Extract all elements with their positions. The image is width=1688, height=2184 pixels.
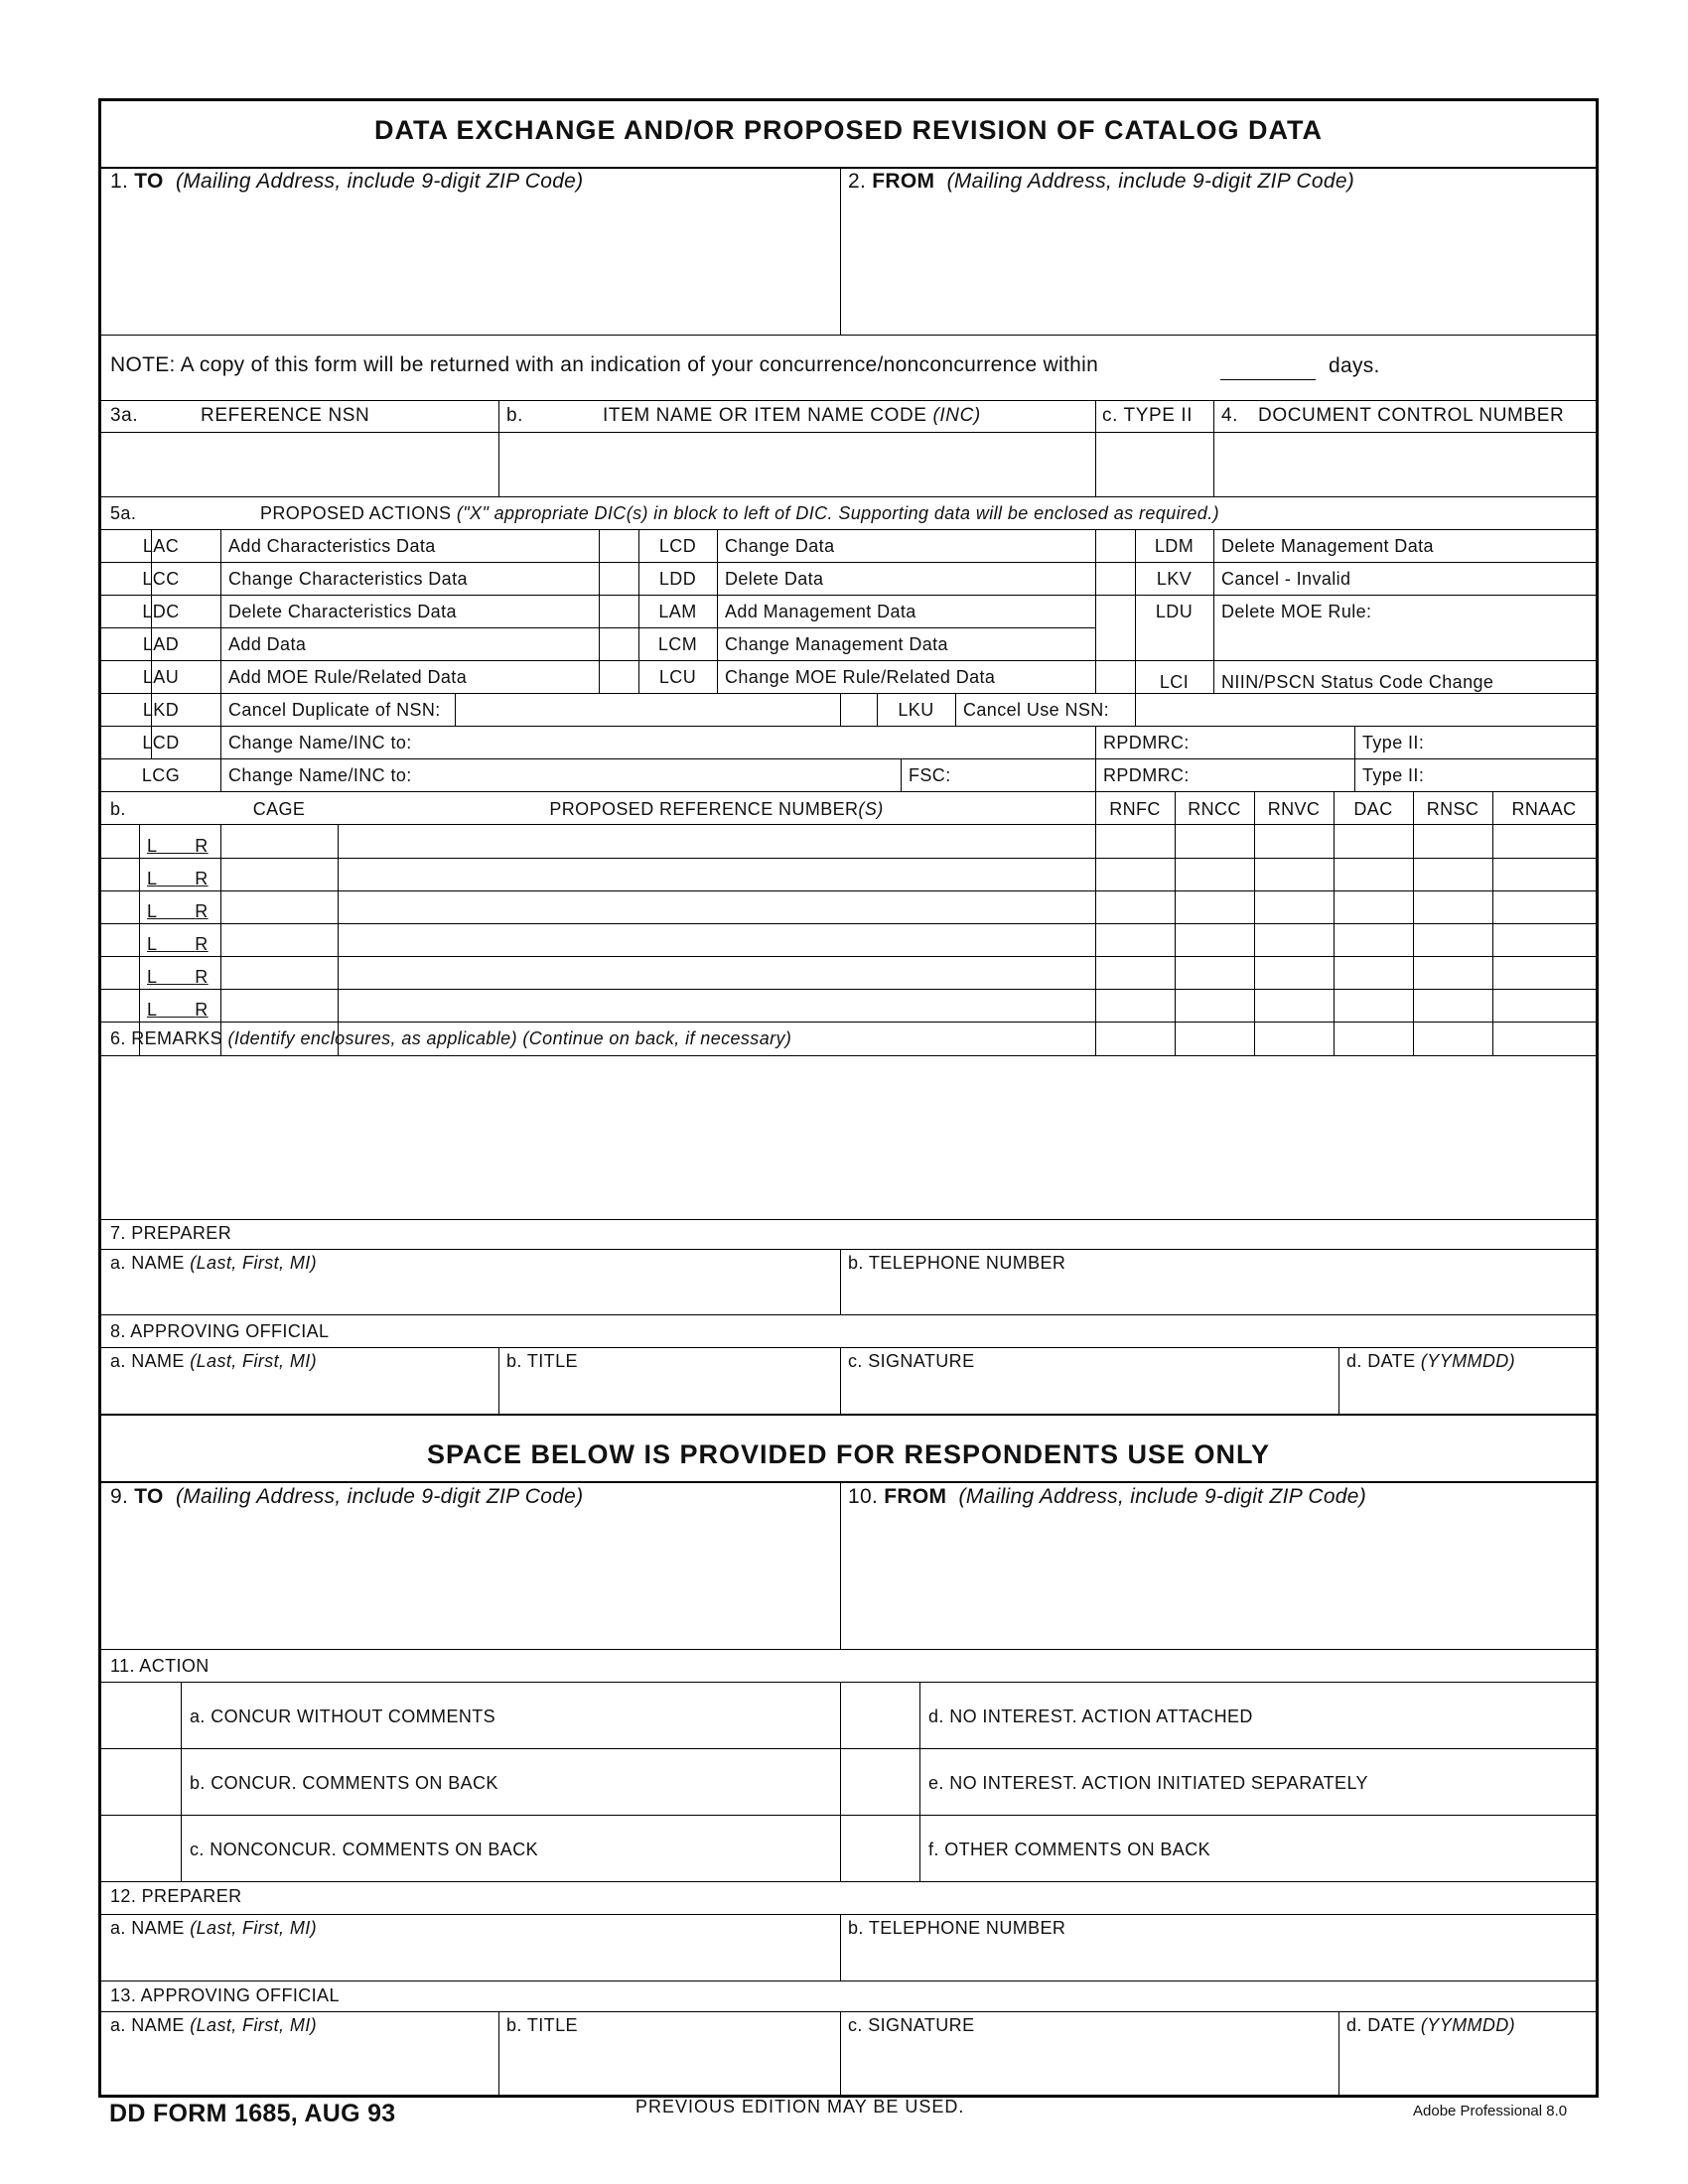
block11-label: 11. ACTION xyxy=(110,1656,210,1676)
dic-code: LDM xyxy=(1154,536,1195,556)
divider xyxy=(101,923,1596,924)
divider xyxy=(101,1914,1596,1915)
block10-label: 10. FROM (Mailing Address, include 9-digit ZIP Code) xyxy=(848,1485,1367,1508)
dic-description: Change MOE Rule/Related Data xyxy=(725,667,996,687)
block13b-label: b. TITLE xyxy=(506,2015,578,2035)
dic-checkbox-ldc[interactable] xyxy=(103,597,149,625)
dic-checkbox-lad[interactable] xyxy=(103,629,149,658)
dic-description: Delete Data xyxy=(725,569,824,589)
col-header: RNFC xyxy=(1109,799,1161,819)
dic-code: LKV xyxy=(1156,569,1193,589)
fsc-label: FSC: xyxy=(909,765,951,785)
divider xyxy=(101,2011,1596,2012)
lr-marker: L R xyxy=(147,967,209,987)
divider xyxy=(101,890,1596,891)
block5a-num: 5a. xyxy=(110,503,137,523)
dic-code: LKD xyxy=(142,700,180,720)
dic-description: Cancel - Invalid xyxy=(1221,569,1351,589)
days-underline xyxy=(1220,379,1316,380)
respondents-title: SPACE BELOW IS PROVIDED FOR RESPONDENTS USE ONLY xyxy=(426,1439,1271,1469)
action-checkbox-a[interactable] xyxy=(104,1684,179,1746)
divider xyxy=(101,562,1596,563)
dic-description: Delete Management Data xyxy=(1221,536,1434,556)
block7-label: 7. PREPARER xyxy=(110,1223,232,1243)
divider xyxy=(1095,401,1096,496)
divider xyxy=(840,1683,841,1881)
edition-note: PREVIOUS EDITION MAY BE USED. xyxy=(635,2097,965,2116)
days-field[interactable] xyxy=(1220,353,1316,379)
col-header: RNVC xyxy=(1267,799,1321,819)
block13a-label: a. NAME (Last, First, MI) xyxy=(110,2015,318,2035)
divider xyxy=(919,1683,920,1881)
dic-code: LKU xyxy=(898,700,934,720)
software-note: Adobe Professional 8.0 xyxy=(1413,2103,1568,2119)
divider xyxy=(840,694,841,726)
block7b-label: b. TELEPHONE NUMBER xyxy=(848,1253,1066,1273)
action-option: f. OTHER COMMENTS ON BACK xyxy=(928,1840,1211,1859)
divider xyxy=(101,791,1596,792)
col-header: RNAAC xyxy=(1511,799,1577,819)
approver-signature-field[interactable] xyxy=(844,1374,1335,1412)
dic-description: Delete MOE Rule: xyxy=(1221,602,1372,621)
divider xyxy=(101,595,1596,596)
block8d-label: d. DATE (YYMMDD) xyxy=(1346,1351,1516,1371)
from-address-field[interactable] xyxy=(844,197,1591,330)
rpdmrc-label: RPDMRC: xyxy=(1103,765,1190,785)
divider xyxy=(101,529,1596,530)
divider xyxy=(1213,530,1214,693)
lr-marker: L R xyxy=(147,836,209,856)
dic-checkbox-ldm[interactable] xyxy=(1097,531,1133,560)
divider xyxy=(101,1748,1596,1749)
lr-marker: L R xyxy=(147,901,209,921)
divider xyxy=(101,1980,1596,1981)
dic-description: Add MOE Rule/Related Data xyxy=(228,667,468,687)
action-option: a. CONCUR WITHOUT COMMENTS xyxy=(190,1706,496,1726)
block1-label: 1. TO (Mailing Address, include 9-digit ZIP Code) xyxy=(110,170,584,193)
divider xyxy=(101,1314,1596,1315)
divider xyxy=(1095,530,1096,693)
rpdmrc-label: RPDMRC: xyxy=(1103,733,1190,752)
cage-header: CAGE xyxy=(252,799,306,819)
block3c-label: c. TYPE II xyxy=(1102,405,1194,426)
preparer-phone-field[interactable] xyxy=(844,1276,1591,1311)
dic-code: LAD xyxy=(142,634,180,654)
dic-checkbox-lau[interactable] xyxy=(103,662,149,691)
use-nsn-field[interactable] xyxy=(1137,695,1594,724)
note-text: NOTE: A copy of this form will be returned with an indication of your concurrence/nonconcurrence within xyxy=(110,353,1099,376)
dic-description: Cancel Duplicate of NSN: xyxy=(228,700,441,720)
dic-description: Change Management Data xyxy=(725,634,948,654)
block3b-num: b. xyxy=(506,405,524,426)
divider xyxy=(1213,401,1214,496)
dic-checkbox-lci[interactable] xyxy=(1097,629,1133,691)
block8b-label: b. TITLE xyxy=(506,1351,578,1371)
block13c-label: c. SIGNATURE xyxy=(848,2015,975,2035)
block12b-label: b. TELEPHONE NUMBER xyxy=(848,1918,1066,1938)
dic-code: LDD xyxy=(658,569,697,589)
divider xyxy=(101,1682,1596,1683)
block5a-label: PROPOSED ACTIONS ("X" appropriate DIC(s) in block to left of DIC. Supporting data will be enclosed as required.) xyxy=(260,503,1219,523)
dic-description: Change Data xyxy=(725,536,835,556)
item-name-field[interactable] xyxy=(502,436,1091,492)
divider xyxy=(101,1881,1596,1882)
to-address-field[interactable] xyxy=(105,197,834,330)
respondent-preparer-phone-field[interactable] xyxy=(844,1941,1591,1979)
divider xyxy=(717,530,718,693)
dic-code: LCG xyxy=(141,765,181,785)
approver-title-field[interactable] xyxy=(502,1374,836,1412)
col-header: RNCC xyxy=(1188,799,1241,819)
block8c-label: c. SIGNATURE xyxy=(848,1351,975,1371)
dic-code: LDC xyxy=(142,602,180,621)
respondent-from-address-field[interactable] xyxy=(844,1513,1591,1644)
divider xyxy=(599,530,600,693)
dic-code: LCI xyxy=(1159,672,1190,692)
respondent-to-address-field[interactable] xyxy=(105,1513,834,1644)
divider xyxy=(101,693,1596,694)
remarks-label: 6. REMARKS (Identify enclosures, as applicable) (Continue on back, if necessary) xyxy=(110,1028,792,1048)
action-checkbox-c[interactable] xyxy=(104,1817,179,1879)
dic-checkbox-lcm[interactable] xyxy=(601,629,636,658)
block9-label: 9. TO (Mailing Address, include 9-digit ZIP Code) xyxy=(110,1485,584,1508)
col-header: RNSC xyxy=(1426,799,1479,819)
divider xyxy=(498,2012,499,2098)
type2-label: Type II: xyxy=(1362,733,1425,752)
action-checkbox-b[interactable] xyxy=(104,1750,179,1813)
divider xyxy=(101,1649,1596,1650)
dic-checkbox-lcu[interactable] xyxy=(601,662,636,691)
col-header: DAC xyxy=(1353,799,1393,819)
dic-checkbox-lku[interactable] xyxy=(842,695,875,724)
dic-checkbox-ldu[interactable] xyxy=(1097,597,1133,625)
divider xyxy=(498,401,499,496)
divider xyxy=(1095,727,1096,791)
note-days: days. xyxy=(1329,354,1380,377)
lr-marker: L R xyxy=(147,869,209,888)
dic-checkbox-ldd[interactable] xyxy=(601,564,636,593)
divider xyxy=(840,168,841,335)
block3a-label: REFERENCE NSN xyxy=(201,405,370,426)
dic-description: Change Name/INC to: xyxy=(228,733,412,752)
divider xyxy=(101,1219,1596,1220)
divider xyxy=(181,1683,182,1881)
block12-label: 12. PREPARER xyxy=(110,1886,242,1906)
dic-description: NIIN/PSCN Status Code Change xyxy=(1221,672,1494,692)
respondent-approver-signature-field[interactable] xyxy=(844,2039,1335,2095)
divider xyxy=(101,824,1596,825)
lr-marker: L R xyxy=(147,934,209,954)
divider xyxy=(220,530,221,791)
divider xyxy=(101,660,1596,661)
lr-marker: L R xyxy=(147,1000,209,1020)
dic-description: Change Characteristics Data xyxy=(228,569,468,589)
block8-label: 8. APPROVING OFFICIAL xyxy=(110,1321,330,1341)
action-checkbox-d[interactable] xyxy=(843,1684,917,1746)
divider xyxy=(101,432,1596,433)
dic-code: LCC xyxy=(142,569,180,589)
document-control-number-field[interactable] xyxy=(1217,436,1591,492)
divider xyxy=(101,400,1596,401)
dic-description: Change Name/INC to: xyxy=(228,765,412,785)
block7a-label: a. NAME (Last, First, MI) xyxy=(110,1253,318,1273)
divider xyxy=(101,335,1596,336)
block2-label: 2. FROM (Mailing Address, include 9-digit ZIP Code) xyxy=(848,170,1355,193)
dic-checkbox-lkv[interactable] xyxy=(1097,564,1133,593)
divider xyxy=(101,1022,1596,1023)
dic-description: Add Data xyxy=(228,634,307,654)
divider xyxy=(498,1348,499,1414)
action-option: b. CONCUR. COMMENTS ON BACK xyxy=(190,1773,498,1793)
dic-code: LAM xyxy=(658,602,697,621)
divider xyxy=(101,496,1596,497)
divider xyxy=(1338,1348,1339,1414)
divider xyxy=(101,1249,1596,1250)
form-title: DATA EXCHANGE AND/OR PROPOSED REVISION OF CATALOG DATA xyxy=(373,115,1324,145)
type2-field[interactable] xyxy=(1099,436,1209,492)
divider xyxy=(101,1347,1596,1348)
respondent-approver-date-field[interactable] xyxy=(1342,2039,1591,2095)
dic-description: Cancel Use NSN: xyxy=(963,700,1110,720)
divider xyxy=(840,1250,841,1314)
action-option: c. NONCONCUR. COMMENTS ON BACK xyxy=(190,1840,539,1859)
action-option: d. NO INTEREST. ACTION ATTACHED xyxy=(928,1706,1253,1726)
divider xyxy=(1338,2012,1339,2098)
respondent-preparer-name-field[interactable] xyxy=(105,1941,836,1979)
action-checkbox-e[interactable] xyxy=(843,1750,917,1813)
divider xyxy=(840,1483,841,1649)
block12a-label: a. NAME (Last, First, MI) xyxy=(110,1918,318,1938)
block4-num: 4. xyxy=(1221,405,1239,426)
reference-nsn-field[interactable] xyxy=(105,436,494,492)
divider xyxy=(101,167,1596,169)
dic-description: Add Management Data xyxy=(725,602,916,621)
block3b-label: ITEM NAME OR ITEM NAME CODE (INC) xyxy=(603,405,981,426)
type2-label: Type II: xyxy=(1362,765,1425,785)
divider xyxy=(1135,694,1136,726)
block8a-label: a. NAME (Last, First, MI) xyxy=(110,1351,318,1371)
dic-code: LDU xyxy=(1155,602,1194,621)
preparer-name-field[interactable] xyxy=(105,1276,836,1311)
dic-code: LCD xyxy=(658,536,697,556)
divider xyxy=(840,2012,841,2098)
divider xyxy=(101,726,1596,727)
action-checkbox-f[interactable] xyxy=(843,1817,917,1879)
dic-code: LCM xyxy=(657,634,698,654)
dic-checkbox-lcc[interactable] xyxy=(103,564,149,593)
block3a-num: 3a. xyxy=(110,405,139,426)
dic-checkbox-lac[interactable] xyxy=(103,531,149,560)
dic-code: LCD xyxy=(142,733,180,752)
respondent-approver-title-field[interactable] xyxy=(502,2039,836,2095)
block4-label: DOCUMENT CONTROL NUMBER xyxy=(1258,405,1565,426)
divider xyxy=(1354,727,1355,791)
divider xyxy=(101,956,1596,957)
dic-code: LAC xyxy=(142,536,180,556)
block5b-num: b. xyxy=(110,799,126,819)
dic-checkbox-lcd[interactable] xyxy=(601,531,636,560)
divider xyxy=(101,1414,1596,1416)
prn-header: PROPOSED REFERENCE NUMBER(S) xyxy=(549,799,884,819)
duplicate-nsn-field[interactable] xyxy=(457,695,838,724)
divider xyxy=(955,694,956,726)
divider xyxy=(901,759,902,791)
dic-code: LAU xyxy=(142,667,180,687)
block13d-label: d. DATE (YYMMDD) xyxy=(1346,2015,1516,2035)
dic-checkbox-lam[interactable] xyxy=(601,597,636,625)
dic-description: Add Characteristics Data xyxy=(228,536,436,556)
block13-label: 13. APPROVING OFFICIAL xyxy=(110,1985,340,2005)
action-option: e. NO INTEREST. ACTION INITIATED SEPARATELY xyxy=(928,1773,1368,1793)
form-id: DD FORM 1685, AUG 93 xyxy=(109,2100,396,2127)
dic-description: Delete Characteristics Data xyxy=(228,602,457,621)
catalog-data-form xyxy=(98,98,1599,2098)
divider xyxy=(455,694,456,726)
divider xyxy=(101,1815,1596,1816)
divider xyxy=(101,1481,1596,1483)
approver-date-field[interactable] xyxy=(1342,1374,1591,1412)
respondent-approver-name-field[interactable] xyxy=(105,2039,494,2095)
divider xyxy=(101,858,1596,859)
divider xyxy=(840,1915,841,1980)
approver-name-field[interactable] xyxy=(105,1374,494,1412)
divider xyxy=(101,758,1596,759)
dic-code: LCU xyxy=(658,667,697,687)
divider xyxy=(101,989,1596,990)
divider xyxy=(840,1348,841,1414)
